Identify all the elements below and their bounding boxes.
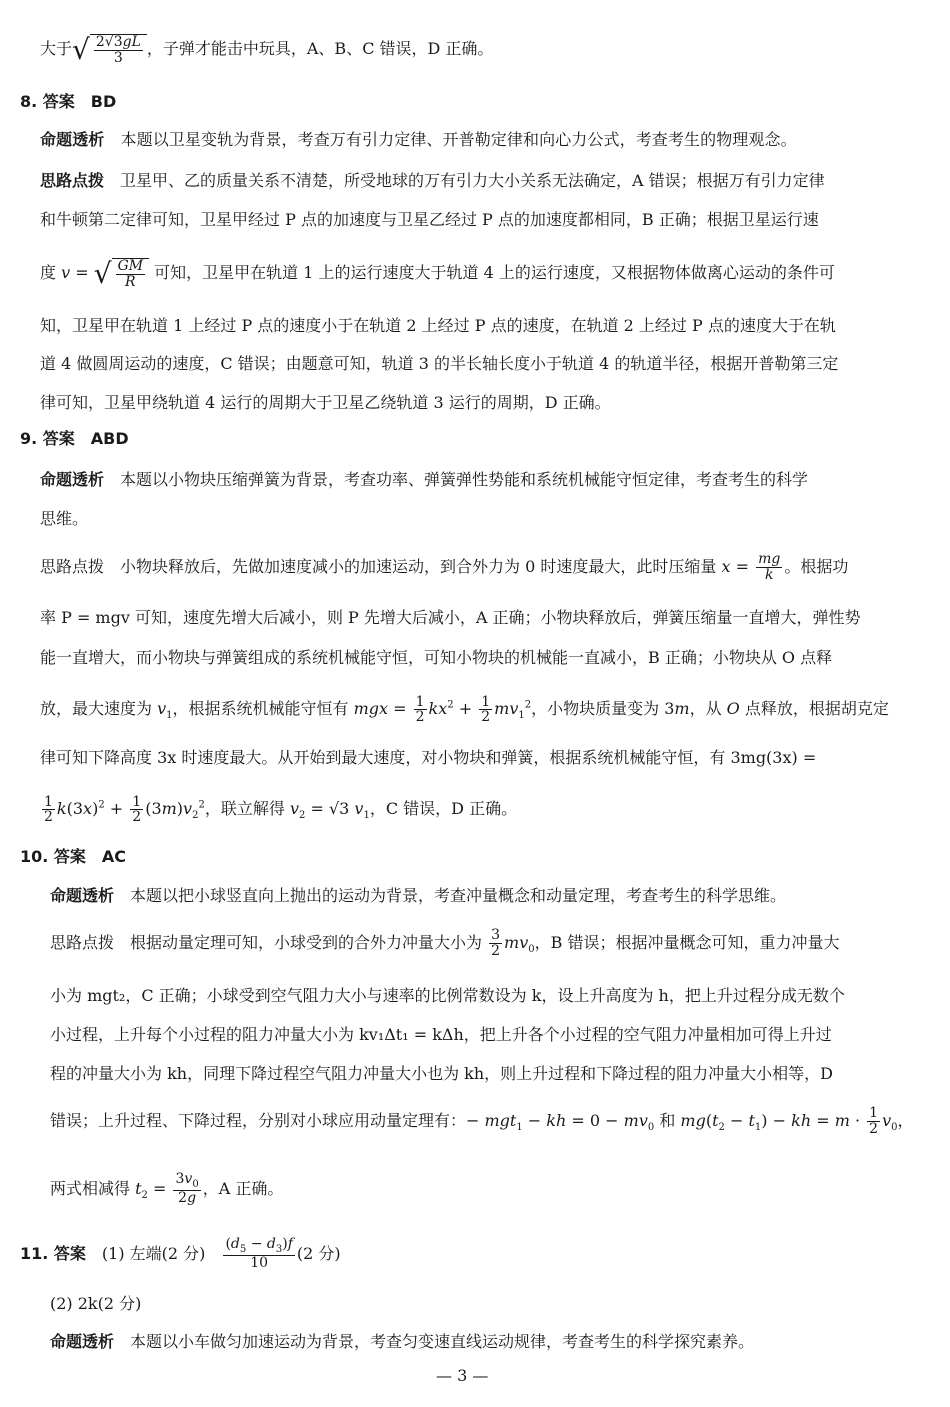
text-line-17 <box>40 792 517 831</box>
line-20-content: 思路点拨 根据动量定理可知，小球受到的合外力冲量大小为 $\frac{3}{2}$ $mv_0$，B 错误；根据冲量概念可知，重力冲量大 <box>50 927 840 959</box>
line-15-content: 放，最大速度为 $v_1$，根据系统机械能守恒有 mgx = $\frac{1}{2}$ $kx^2$ + $\frac{1}{2}$ $mv_1^2$，小物块质量变为 3m，从 O 点释放，根据胡克定 <box>40 693 889 726</box>
text-line-8: 律可知，卫星甲绕轨道 4 运行的周期大于卫星乙绕轨道 3 运行的周期，D 正确。 <box>40 393 611 412</box>
page-number: — 3 — <box>436 1366 489 1385</box>
text-line-10: 命题透析 本题以小物块压缩弹簧为背景，考查功率、弹簧弹性势能和系统机械能守恒定律，考查考生的科学 <box>40 470 809 489</box>
line-26-content: 11. 答案 (1) 左端(2 分) $\frac{(d_5 - d_3)f}{10}$ (2 分) <box>20 1236 341 1272</box>
text-line-13: 率 P = mgv 可知，速度先增大后减小，则 P 先增大后减小，A 正确；小物块释放后，弹簧压缩量一直增大，弹性势 <box>40 608 861 627</box>
answer-8-heading: 8. 答案 BD <box>20 92 117 111</box>
text-line-22: 小过程，上升每个小过程的阻力冲量大小为 kv₁Δt₁ = kΔh，把上升各个小过程的空气阻力冲量相加可得上升过 <box>50 1025 832 1044</box>
text-line-12 <box>40 552 848 582</box>
line-12-content: 思路点拨 小物块释放后，先做加速度减小的加速运动，到合外力为 0 时速度最大，此时压缩量 x = $\frac{mg}{k}$ 。根据功 <box>40 551 849 583</box>
text-line-5 <box>40 258 835 289</box>
answer-10-heading: 10. 答案 AC <box>20 847 127 866</box>
text-line-11: 思维。 <box>40 509 89 528</box>
line-17-content: $\frac{1}{2}$ $k(3x)^2$ + $\frac{1}{2}$ $(3m)v_2^2$，联立解得 $v_2 = √3$ $v_1$，C 错误，D 正确。 <box>44 793 518 826</box>
text-line-20 <box>50 928 839 964</box>
line-5-content: 度 v = √ $\frac{GM}{R}$ 可知，卫星甲在轨道 1 上的运行速度大于轨道 4 上的运行速度，又根据物体做离心运动的条件可 <box>40 257 835 291</box>
answer-9-heading: 9. 答案 ABD <box>20 429 129 448</box>
answer-11-heading <box>20 1237 341 1271</box>
text-line-3: 思路点拨 卫星甲、乙的质量关系不清楚，所受地球的万有引力大小关系无法确定，A 错误；根据万有引力定律 <box>40 171 825 190</box>
text-line-25 <box>50 1172 283 1210</box>
text-line-6: 知，卫星甲在轨道 1 上经过 P 点的速度小于在轨道 2 上经过 P 点的速度，在轨道 2 上经过 P 点的速度大于在轨 <box>40 316 836 335</box>
text-line-14: 能一直增大，而小物块与弹簧组成的系统机械能守恒，可知小物块的机械能一直减小，B 正确；小物块从 O 点释 <box>40 648 833 667</box>
line-24-content: 错误；上升过程、下降过程，分别对小球应用动量定理有：− mgt$_1$ − kh = $0 - mv_0$ 和 $mg(t_2 - t_1)$ − kh = m · $\frac{1}{2}$ $v_0$， <box>50 1105 914 1137</box>
section-label: 思路点拨 <box>40 171 105 190</box>
text-line-19: 命题透析 本题以把小球竖直向上抛出的运动为背景，考查冲量概念和动量定理，考查考生的科学思维。 <box>50 886 787 905</box>
section-label: 命题透析 <box>40 470 105 489</box>
text-line-7: 道 4 做圆周运动的速度，C 错误；由题意可知，轨道 3 的半长轴长度小于轨道 4 的轨道半径，根据开普勒第三定 <box>40 354 839 373</box>
text-line-24 <box>50 1106 914 1142</box>
text-line-16: 律可知下降高度 3x 时速度最大。从开始到最大速度，对小物块和弹簧，根据系统机械能守恒，有 3mg(3x) = <box>40 748 817 767</box>
text-line-2: 命题透析 本题以卫星变轨为背景，考查万有引力定律、开普勒定律和向心力公式，考查考生的物理观念。 <box>40 130 797 149</box>
text-line-23: 程的冲量大小为 kh，同理下降过程空气阻力冲量大小也为 kh，则上升过程和下降过程的阻力冲量大小相等，D <box>50 1064 834 1083</box>
text-line-15 <box>40 692 889 731</box>
section-label: 命题透析 <box>50 1332 115 1351</box>
text-line-21: 小为 mgt₂，C 正确；小球受到空气阻力大小与速率的比例常数设为 k，设上升高度为 h，把上升过程分成无数个 <box>50 986 845 1005</box>
section-label: 命题透析 <box>50 886 115 905</box>
text-line-27: (2) 2k(2 分) <box>50 1294 142 1313</box>
text-line-4: 和牛顿第二定律可知，卫星甲经过 P 点的加速度与卫星乙经过 P 点的加速度都相同，B 正确；根据卫星运行速 <box>40 210 819 229</box>
line-25-content: 两式相减得 $t_2$ = $\frac{3v_0}{2g}$ ，A 正确。 <box>50 1171 284 1207</box>
line-0-content: 大于√ $\frac{2√3gL}{3}$ ，子弹才能击中玩具，A、B、C 错误，D 正确。 <box>40 33 494 67</box>
section-label: 命题透析 <box>40 130 105 149</box>
text-line-28: 命题透析 本题以小车做匀加速运动为背景，考查匀变速直线运动规律，考查考生的科学探究素养。 <box>50 1332 755 1351</box>
text-line-0 <box>40 34 493 65</box>
